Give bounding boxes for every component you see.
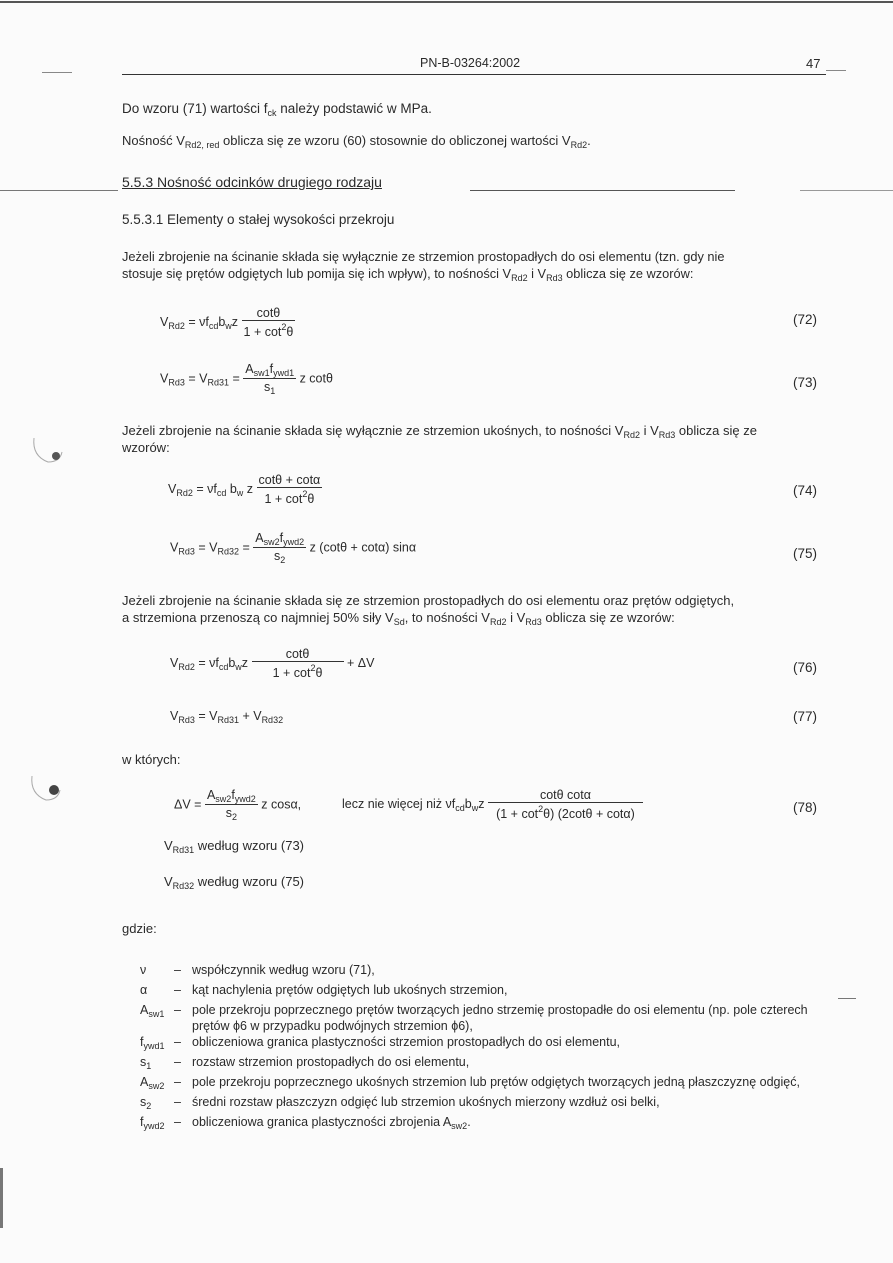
section-rule-right xyxy=(800,190,893,191)
equation-74: $V_{Rd2} = \nu f_{cd}$ $b_w$ z $\frac{\cot\theta + \cot\alpha}{1 + \cot^2\theta}$ xyxy=(168,473,321,506)
symbol-glossary xyxy=(140,962,832,1134)
margin-mark xyxy=(826,70,846,71)
gdzie-label: gdzie: xyxy=(122,921,157,936)
para2-line-1: Jeżeli zbrojenie na ścinanie składa się wyłącznie ze strzemion ukośnych, to nośności $V_{Rd2}$ i $V_{Rd3}$ oblicza się ze xyxy=(122,423,757,440)
header-standard: PN-B-03264:2002 xyxy=(420,56,521,70)
header-page-number: 47 xyxy=(806,56,821,71)
equation-78: ΔV = $\frac{A_{sw2}f_{ywd2}}{s_2}$ z cosα, xyxy=(174,788,302,822)
para1-line-2: stosuje się prętów odgiętych lub pomija się ich wpływ), to nośności $V_{Rd2}$ i $V_{Rd3}$ oblicza się ze wzorów: xyxy=(122,266,694,283)
equation-76: $V_{Rd2} = \nu f_{cd}b_wz$ $\frac{\cot\theta}{1 + \cot^2\theta}$ + ΔV xyxy=(170,647,375,680)
section-rule-left xyxy=(0,190,118,191)
binder-hole-icon xyxy=(28,770,64,806)
glossary-item: $s_2$ – średni rozstaw płaszczyzn odgięć lub strzemion ukośnych mierzony wzdłuż osi belki, xyxy=(140,1095,660,1111)
equation-72: $V_{Rd2} = \nu f_{cd}b_wz$ $\frac{\cot\theta}{1 + \cot^2\theta}$ xyxy=(160,306,294,339)
scan-edge xyxy=(0,1168,3,1228)
top-scan-edge xyxy=(0,1,893,3)
equation-number-78: (78) xyxy=(792,800,817,815)
margin-mark xyxy=(42,72,72,73)
glossary-item: α – kąt nachylenia prętów odgiętych lub ukośnych strzemion, xyxy=(140,983,508,997)
equation-number-72: (72) xyxy=(792,312,817,327)
binder-hole-icon xyxy=(30,432,66,468)
glossary-item: ν – współczynnik według wzoru (71), xyxy=(140,963,375,977)
para1-line-1: Jeżeli zbrojenie na ścinanie składa się wyłącznie ze strzemion prostopadłych do osi elementu (tzn. gdy nie xyxy=(122,249,725,264)
glossary-item: $s_1$ – rozstaw strzemion prostopadłych do osi elementu, xyxy=(140,1055,470,1071)
equation-75: $V_{Rd3} = V_{Rd32}$ = $\frac{A_{sw2}f_{ywd2}}{s_2}$ z (cotθ + cotα) sinα xyxy=(170,531,417,565)
glossary-item: $A_{sw2}$ – pole przekroju poprzecznego ukośnych strzemion lub prętów odgiętych tworzących jedną płaszczyznę odgięć, xyxy=(140,1075,800,1091)
section-rule xyxy=(470,190,735,191)
equation-number-77: (77) xyxy=(792,709,817,724)
equation-number-76: (76) xyxy=(792,660,817,675)
equation-number-74: (74) xyxy=(792,483,817,498)
ref-vrd31: $V_{Rd31}$ według wzoru (73) xyxy=(164,838,305,855)
para3-line-1: Jeżeli zbrojenie na ścinanie składa się ze strzemion prostopadłych do osi elementu oraz prętów odgiętych, xyxy=(122,593,735,608)
margin-mark xyxy=(838,998,856,999)
equation-78-limit: lecz nie więcej niż $\nu f_{cd}b_wz$ $\frac{\text{cotθ cotα}}{(1 + \cot^2\theta) (2\cot\theta + \cot\alpha)}$ xyxy=(342,788,643,821)
glossary-item: $f_{ywd2}$ – obliczeniowa granica plastyczności zbrojenia $A_{sw2}$. xyxy=(140,1115,471,1131)
para3-line-2: a strzemiona przenoszą co najmniej 50% siły $V_{Sd}$, to nośności $V_{Rd2}$ i $V_{Rd3}$ oblicza się ze wzorów: xyxy=(122,610,675,627)
equation-77: $V_{Rd3} = V_{Rd31} + V_{Rd32}$ xyxy=(170,709,284,725)
ref-vrd32: $V_{Rd32}$ według wzoru (75) xyxy=(164,874,305,891)
equation-number-75: (75) xyxy=(792,546,817,561)
glossary-item: $f_{ywd1}$ – obliczeniowa granica plastyczności strzemion prostopadłych do osi elementu, xyxy=(140,1035,620,1051)
w-ktorych-label: w których: xyxy=(122,752,181,767)
para2-line-2: wzorów: xyxy=(122,440,170,455)
intro-line-2: Nośność $V_{Rd2, red}$ oblicza się ze wzoru (60) stosownie do obliczonej wartości $V_{Rd2}$. xyxy=(122,133,591,150)
equation-number-73: (73) xyxy=(792,375,817,390)
header-rule xyxy=(122,74,826,75)
section-heading: 5.5.3 Nośność odcinków drugiego rodzaju xyxy=(122,174,382,190)
intro-line-1: Do wzoru (71) wartości $f_{ck}$ należy podstawić w MPa. xyxy=(122,101,432,118)
equation-73: $V_{Rd3} = V_{Rd31}$ = $\frac{A_{sw1}f_{ywd1}}{s_1}$ z cotθ xyxy=(160,362,333,396)
subsection-heading: 5.5.3.1 Elementy o stałej wysokości przekroju xyxy=(122,212,395,227)
glossary-item: $A_{sw1}$ – pole przekroju poprzecznego prętów tworzących jedno strzemię prostopadłe do osi elementu (np. pole czterech prętów ϕ6 w przypadku podwójnych strzemion ϕ6), xyxy=(140,1003,808,1033)
